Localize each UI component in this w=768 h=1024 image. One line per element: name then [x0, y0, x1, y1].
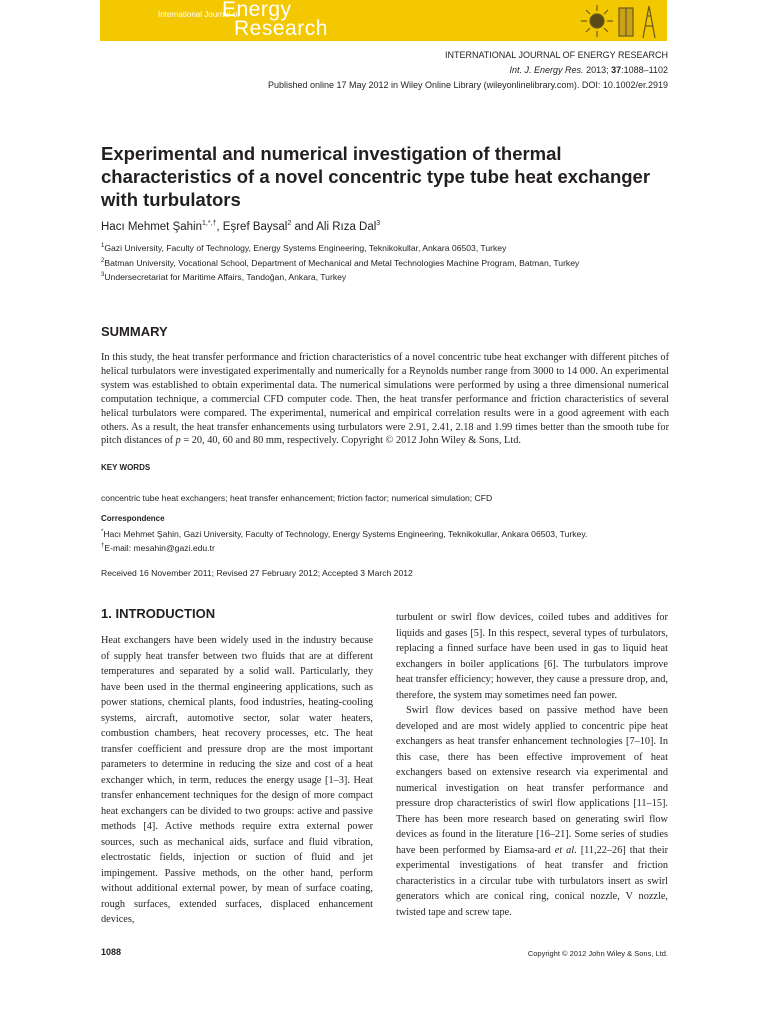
affiliation: $^2$Batman University, Vocational School, Department of Mechanical and Metal Technologies Machine Program, Batman, Turkey [101, 258, 580, 268]
header-published: Published online 17 May 2012 in Wiley Online Library (wileyonlinelibrary.com). DOI: 10.1002/er.2919 [267, 80, 668, 90]
page-number: 1088 [101, 947, 122, 957]
article-title: Experimental and numerical investigation of thermal characteristics of a novel concentric type tube heat exchanger with turbulators [101, 143, 651, 210]
intro-left-column: Heat exchangers have been widely used in the industry because of supply heat transfer between two fluids that are at different temperatures and separated by a solid wall. Particularly, they have been used in the thermal engineering applications, such as power stations, chemical plants, food industries, heating-cooling systems, aircraft, automotive sector, solar water heaters, combustion chambers, heat recovery processes, etc. The heat transfer coefficient and pressure drop are the most important parameters to determine in reducing the size and cost of a heat exchanger which, in term, reduces the energy usage [1–3]. Heat transfer enhancement techniques for the design of more compact heat exchangers can be divided to two groups: active and passive methods [4]. Active methods require extra external power sources, such as mechanical aids, surface and fluid vibration, electrostatic fields, injection or suction of fluid and jet impingement. Passive methods, on the other hand, perform without additional external power, by mean of surface coating, rough surfaces, extended surfaces, displaced enhancement devices, [101, 635, 373, 925]
header-citation: Int. J. Energy Res. 2013; 37:1088–1102 [509, 65, 668, 75]
author-list: Hacı Mehmet Şahin$^{1,*,\dagger}$, Eşref Baysal$^2$ and Ali Rıza Dal$^3$ [101, 220, 381, 233]
keywords-label: KEY WORDS [101, 463, 151, 472]
affiliation: $^3$Undersecretariat for Maritime Affairs, Tandoğan, Ankara, Turkey [101, 272, 347, 282]
keywords-text: concentric tube heat exchangers; heat transfer enhancement; friction factor; numerical simulation; CFD [101, 493, 493, 503]
received-dates: Received 16 November 2011; Revised 27 February 2012; Accepted 3 March 2012 [101, 568, 413, 578]
banner-journal-word-energy: Energy [222, 0, 292, 21]
author-name: Hacı Mehmet Şahin [101, 220, 202, 233]
author-sup: 3 [376, 220, 381, 227]
correspondence-address: *Hacı Mehmet Şahin, Gazi University, Faculty of Technology, Energy Systems Engineering, Teknikokullar, Ankara 06503, Turkey. [101, 529, 588, 539]
author-sup: 1,*,† [202, 220, 217, 227]
correspondence-label: Correspondence [101, 514, 165, 523]
footer-copyright: Copyright © 2012 John Wiley & Sons, Ltd. [527, 949, 668, 958]
introduction-heading: 1. INTRODUCTION [101, 606, 216, 621]
energy-illustration-icon [575, 2, 663, 40]
journal-banner [100, 0, 667, 41]
intro-paragraph: Swirl flow devices based on passive method have been developed and are most widely applied to concentric pipe heat exchangers as heat transfer enhancement technologies [7–10]. In this case, there has been effective improvement of heat exchangers based on extensive research via experimental and numerical investigation on heat transfer performance and pressure drop characteristics of swirl flow applications [11–15]. There has been more research based on generating swirl flow devices as found in the literature [16–21]. Some series of studies have been performed by Eiamsa-ard et al. [11,22–26] that their experimental investigations of heat transfer and friction characteristics in a circular tube with turbulators insert as swirl generators which are conical ring, conical nozzle, V nozzle, twisted tape and screw tape. [396, 705, 669, 918]
affiliation: $^1$Gazi University, Faculty of Technology, Energy Systems Engineering, Teknikokullar, Ankara 06503, Turkey [101, 243, 507, 253]
author-sup: 2 [287, 220, 292, 227]
summary-text: In this study, the heat transfer performance and friction characteristics of a novel concentric tube heat exchanger with different pitches of helical turbulators were investigated experimentally and numerically for a Reynolds number range from 3000 to 14 000. An experimental system was established to obtain experimental data. The numerical simulations were performed by using a three dimensional numerical computation technique, a commercial CFD computer code. Then, the heat transfer performance and friction characteristics of several helical turbulators were compared. The experimental, numerical and empirical correlation results were in a good agreement with each others. As a result, the heat transfer enhancements using turbulators were 2.91, 2.41, 2.18 and 1.99 times better than the smooth tube for pitch distances of p = 20, 40, 60 and 80 mm, respectively. Copyright © 2012 John Wiley & Sons, Ltd. [101, 352, 669, 447]
intro-paragraph: turbulent or swirl flow devices, coiled tubes and additives for liquids and gases [5]. In this respect, several types of turbulators, replacing a finned surface have been used in gas to liquid heat exchangers in boiler applications [6]. The turbulators improve heat transfer efficiency; however, they cause a pressure drop, and, therefore, the system may sometimes need fan power. [396, 612, 668, 701]
author-name: Eşref Baysal [222, 220, 288, 233]
banner-journal-word-research: Research [234, 17, 328, 40]
header-journal-name: INTERNATIONAL JOURNAL OF ENERGY RESEARCH [444, 50, 668, 60]
correspondence-email: †E-mail: mesahin@gazi.edu.tr [101, 543, 215, 553]
summary-heading: SUMMARY [101, 324, 168, 339]
banner-journal-small: International Journal of [158, 10, 240, 19]
author-name: Ali Rıza Dal [316, 220, 377, 233]
intro-right-column [396, 610, 668, 920]
